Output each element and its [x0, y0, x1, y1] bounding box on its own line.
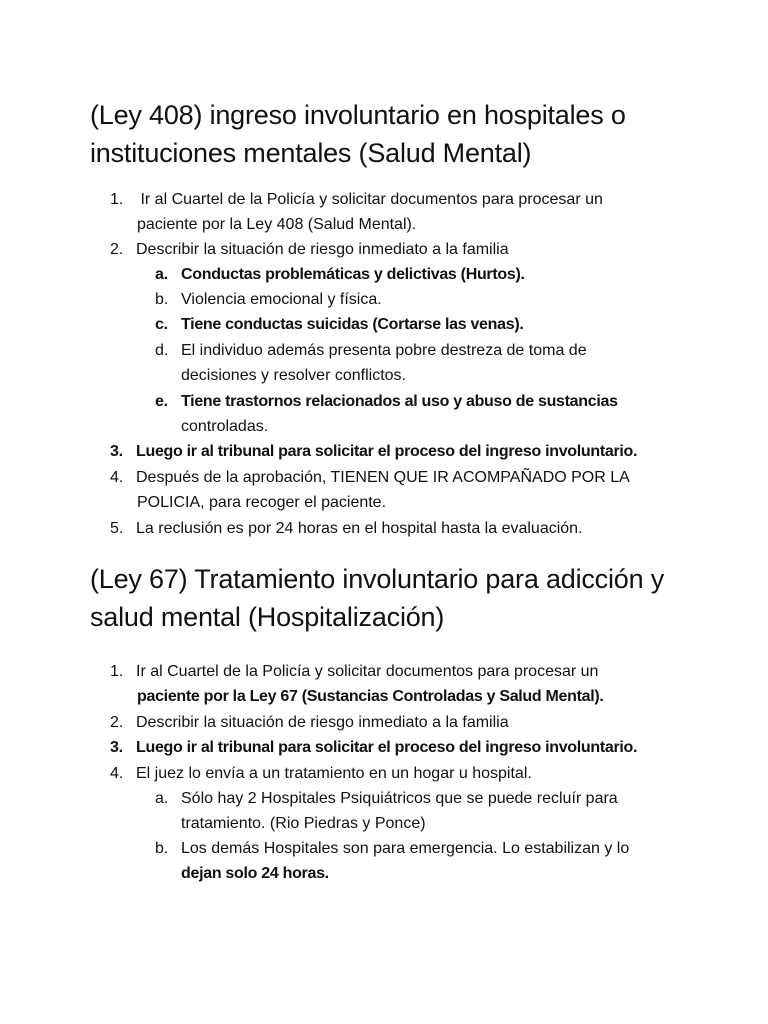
list-marker: 4. [110, 469, 124, 486]
list-marker: a. [155, 266, 168, 283]
list-item-4 [110, 465, 630, 490]
list-item-3 [110, 439, 637, 464]
list-marker: 3. [110, 443, 123, 460]
list-marker: 4. [110, 765, 124, 782]
heading-line: instituciones mentales (Salud Mental) [90, 138, 532, 168]
list-item-text: Ir al Cuartel de la Policía y solicitar documentos para procesar un [136, 191, 603, 208]
sub-item-a [155, 262, 525, 287]
list-marker: d. [155, 342, 169, 359]
list-item-3 [110, 735, 637, 760]
section-heading-ley-67 [90, 560, 710, 636]
list-item-text: Describir la situación de riesgo inmediato a la familia [136, 714, 509, 731]
list-marker: c. [155, 316, 168, 333]
list-marker: 2. [110, 241, 124, 258]
sub-item-b [155, 287, 382, 312]
list-item-text: Sólo hay 2 Hospitales Psiquiátricos que se puede recluír para [181, 790, 618, 807]
list-item-text: El individuo además presenta pobre destreza de toma de [181, 342, 587, 359]
list-item-text: Luego ir al tribunal para solicitar el proceso del ingreso involuntario. [136, 739, 638, 756]
section-heading-ley-408 [90, 96, 710, 172]
list-marker: b. [155, 840, 169, 857]
list-item-text: Después de la aprobación, TIENEN QUE IR ACOMPAÑADO POR LA [136, 469, 630, 486]
list-item-text: Los demás Hospitales son para emergencia. Lo estabilizan y lo [181, 840, 630, 857]
list-item-text: decisiones y resolver conflictos. [181, 367, 406, 384]
list-item-1-continuation [137, 212, 416, 237]
list-item-4 [110, 761, 532, 786]
list-marker: 1. [110, 663, 124, 680]
list-marker: b. [155, 291, 169, 308]
list-item-text: Describir la situación de riesgo inmediato a la familia [136, 241, 509, 258]
sub-item-b [155, 836, 629, 861]
list-item-text: paciente por la Ley 408 (Salud Mental). [137, 216, 417, 233]
sub-item-a-continuation [181, 811, 426, 836]
list-item-4-continuation [137, 490, 386, 515]
list-item-1 [110, 659, 598, 684]
list-item-text: Conductas problemáticas y delictivas (Hurtos). [181, 266, 525, 283]
sub-item-e-continuation [181, 414, 268, 439]
sub-item-d-continuation [181, 363, 406, 388]
list-item-text: paciente por la Ley 67 (Sustancias Controladas y Salud Mental). [137, 688, 604, 705]
list-item-text: POLICIA, para recoger el paciente. [137, 494, 387, 511]
sub-item-d [155, 338, 587, 363]
list-marker: 5. [110, 520, 124, 537]
list-item-text: Violencia emocional y física. [181, 291, 382, 308]
list-item-1 [110, 187, 603, 212]
sub-item-c [155, 312, 524, 337]
list-item-text: tratamiento. (Rio Piedras y Ponce) [181, 815, 426, 832]
heading-line: (Ley 67) Tratamiento involuntario para adicción y [90, 564, 665, 594]
list-marker: 1. [110, 191, 124, 208]
list-item-text: Tiene conductas suicidas (Cortarse las venas). [181, 316, 524, 333]
list-marker: 3. [110, 739, 123, 756]
list-item-text: Ir al Cuartel de la Policía y solicitar documentos para procesar un [136, 663, 599, 680]
list-item-text: La reclusión es por 24 horas en el hospital hasta la evaluación. [136, 520, 583, 537]
list-item-1-continuation [137, 684, 604, 709]
list-item-text: El juez lo envía a un tratamiento en un hogar u hospital. [136, 765, 532, 782]
sub-item-e [155, 389, 618, 414]
list-item-2 [110, 237, 509, 262]
list-item-5 [110, 516, 583, 541]
list-item-text: Luego ir al tribunal para solicitar el proceso del ingreso involuntario. [136, 443, 638, 460]
list-item-text: Tiene trastornos relacionados al uso y abuso de sustancias [181, 393, 618, 410]
list-marker: 2. [110, 714, 124, 731]
heading-line: (Ley 408) ingreso involuntario en hospitales o [90, 100, 626, 130]
list-item-2 [110, 710, 509, 735]
heading-line: salud mental (Hospitalización) [90, 602, 445, 632]
sub-item-a [155, 786, 618, 811]
list-marker: e. [155, 393, 168, 410]
list-marker: a. [155, 790, 169, 807]
sub-item-b-continuation [181, 861, 329, 886]
list-item-text: dejan solo 24 horas. [181, 865, 329, 882]
list-item-text: controladas. [181, 418, 269, 435]
